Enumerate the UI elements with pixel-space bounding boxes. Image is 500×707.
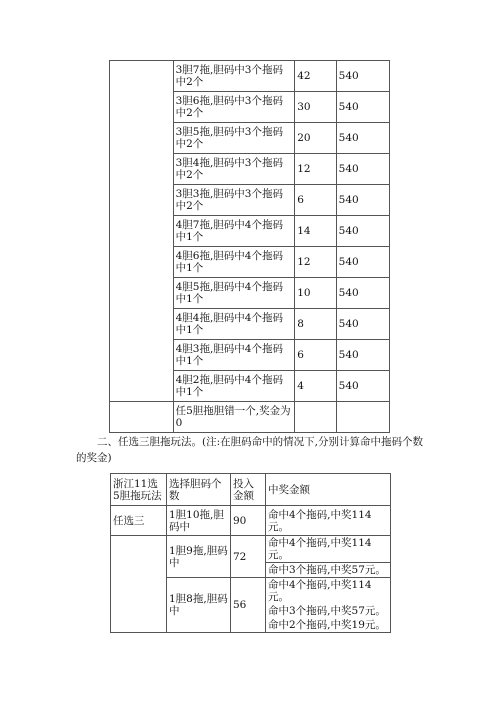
desc-cell: 3胆3拖,胆码中3个拖码中2个 — [173, 185, 295, 216]
note-cell: 任5胆拖胆错一个,奖金为0 — [173, 402, 295, 433]
prize-cell: 540 — [336, 216, 389, 247]
prize-cell: 540 — [336, 247, 389, 278]
table-row — [110, 402, 390, 433]
invest-cell: 8 — [295, 309, 336, 340]
desc-cell: 4胆3拖,胆码中4个拖码中1个 — [173, 340, 295, 371]
desc-cell: 4胆6拖,胆码中4个拖码中1个 — [173, 247, 295, 278]
header-cell-invest: 投入金额 — [231, 474, 266, 506]
empty-cell — [336, 402, 389, 433]
desc-cell: 4胆7拖,胆码中4个拖码中1个 — [173, 216, 295, 247]
prize-cell: 命中2个拖码,中奖19元。 — [266, 618, 391, 633]
header-cell-play: 浙江11选5胆拖玩法 — [111, 474, 167, 506]
invest-cell: 4 — [295, 371, 336, 402]
prize-cell: 540 — [336, 185, 389, 216]
prize-cell: 540 — [336, 278, 389, 309]
invest-cell: 56 — [231, 578, 266, 633]
invest-cell: 6 — [295, 340, 336, 371]
choice-cell: 1胆10拖,胆码中 — [167, 506, 231, 536]
table-row — [111, 506, 391, 536]
table-row — [110, 61, 390, 92]
prize-cell: 命中4个拖码,中奖114元。 — [266, 506, 391, 536]
desc-cell: 4胆5拖,胆码中4个拖码中1个 — [173, 278, 295, 309]
dantuo-renxuan3-table — [110, 473, 391, 633]
choice-cell: 1胆9拖,胆码中 — [167, 536, 231, 578]
invest-cell: 6 — [295, 185, 336, 216]
table-header-row — [111, 474, 391, 506]
invest-cell: 42 — [295, 61, 336, 92]
invest-cell: 14 — [295, 216, 336, 247]
desc-cell: 3胆7拖,胆码中3个拖码中2个 — [173, 61, 295, 92]
invest-cell: 90 — [231, 506, 266, 536]
desc-cell: 4胆2拖,胆码中4个拖码中1个 — [173, 371, 295, 402]
prize-cell: 540 — [336, 123, 389, 154]
prize-cell: 命中3个拖码,中奖57元。 — [266, 604, 391, 618]
header-cell-choice: 选择胆码个数 — [167, 474, 231, 506]
play-name-cell: 任选三 — [111, 506, 167, 536]
choice-cell: 1胆8拖,胆码中 — [167, 578, 231, 633]
prize-cell: 540 — [336, 61, 389, 92]
table-row — [111, 536, 391, 563]
prize-cell: 命中4个拖码,中奖114元。 — [266, 578, 391, 605]
empty-cell — [295, 402, 336, 433]
prize-cell: 命中4个拖码,中奖114元。 — [266, 536, 391, 563]
header-cell-prize: 中奖金额 — [266, 474, 391, 506]
prize-cell: 540 — [336, 309, 389, 340]
desc-cell: 3胆6拖,胆码中3个拖码中2个 — [173, 92, 295, 123]
invest-cell: 10 — [295, 278, 336, 309]
desc-cell: 3胆4拖,胆码中3个拖码中2个 — [173, 154, 295, 185]
prize-cell: 540 — [336, 340, 389, 371]
invest-cell: 12 — [295, 154, 336, 185]
empty-cell — [110, 61, 174, 402]
invest-cell: 72 — [231, 536, 266, 578]
invest-cell: 30 — [295, 92, 336, 123]
prize-cell: 540 — [336, 371, 389, 402]
empty-cell — [110, 402, 174, 433]
desc-cell: 4胆4拖,胆码中4个拖码中1个 — [173, 309, 295, 340]
invest-cell: 20 — [295, 123, 336, 154]
dantuo-renxuan5-table — [109, 60, 390, 433]
prize-cell: 命中3个拖码,中奖57元。 — [266, 563, 391, 578]
invest-cell: 12 — [295, 247, 336, 278]
section-paragraph: 二、任选三胆拖玩法。(注:在胆码命中的情况下,分别计算命中拖码个数的奖金) — [76, 436, 423, 464]
prize-cell: 540 — [336, 92, 389, 123]
empty-cell — [111, 536, 167, 633]
prize-cell: 540 — [336, 154, 389, 185]
desc-cell: 3胆5拖,胆码中3个拖码中2个 — [173, 123, 295, 154]
